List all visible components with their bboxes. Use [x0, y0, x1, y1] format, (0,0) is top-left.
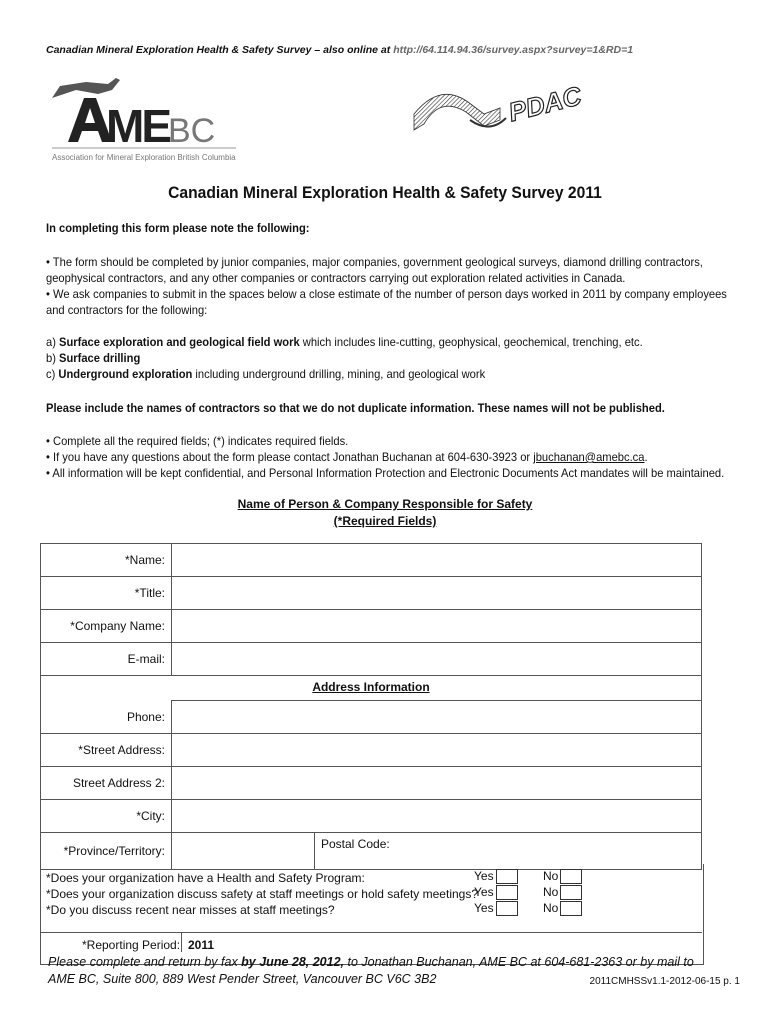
phone-field[interactable] [172, 701, 702, 734]
return-instructions-line2: AME BC, Suite 800, 889 West Pender Street, Vancouver BC V6C 3B2 [48, 972, 437, 986]
instruction-bullets [46, 433, 734, 481]
postal-code-label: Postal Code: [321, 837, 390, 851]
q3-no-option: No [543, 900, 582, 916]
q2-yes-checkbox[interactable] [496, 885, 518, 900]
email-field[interactable] [172, 643, 702, 676]
question-2: *Does your organization discuss safety at staff meetings or hold safety meetings? [46, 887, 479, 901]
category-b: b) Surface drilling [46, 351, 141, 365]
intro-heading: In completing this form please note the following: [46, 221, 310, 235]
name-field[interactable] [172, 544, 702, 577]
form-version: 2011CMHSSv1.1-2012-06-15 p. 1 [589, 976, 740, 987]
contractors-note: Please include the names of contractors so that we do not duplicate information. These names will not be published. [46, 401, 665, 415]
reporting-period-value[interactable]: 2011 [188, 938, 215, 952]
street2-label: Street Address 2: [41, 767, 172, 800]
q3-yes-checkbox[interactable] [496, 901, 518, 916]
email-label: E-mail: [41, 643, 172, 676]
city-label: *City: [41, 800, 172, 833]
q3-no-checkbox[interactable] [560, 901, 582, 916]
contact-form [40, 543, 702, 870]
pdac-logo-text: PDAC [505, 80, 585, 128]
company-label: *Company Name: [41, 610, 172, 643]
intro-bullets [46, 254, 734, 318]
city-field[interactable] [172, 800, 702, 833]
q2-yes-option: Yes [474, 884, 518, 900]
q1-no-checkbox[interactable] [560, 869, 582, 884]
pdac-logo [410, 74, 590, 136]
street2-field[interactable] [172, 767, 702, 800]
reporting-period-label: *Reporting Period: [82, 938, 181, 952]
bullet-confidential: • All information will be kept confidential, and Personal Information Protection and Electronic Documents Act mandates will be maintained. [46, 466, 725, 480]
address-heading: Address Information [41, 676, 702, 701]
question-1: *Does your organization have a Health and Safety Program: [46, 871, 365, 885]
bullet-contact: • If you have any questions about the form please contact Jonathan Buchanan at 604-630-3923 or jbuchanan@amebc.ca. [46, 450, 648, 464]
q3-yes-option: Yes [474, 900, 518, 916]
category-a: a) Surface exploration and geological field work which includes line-cutting, geophysical, geochemical, trenching, etc. [46, 335, 643, 349]
title-label: *Title: [41, 577, 172, 610]
bullet-required: • Complete all the required fields; (*) indicates required fields. [46, 434, 349, 448]
q2-no-checkbox[interactable] [560, 885, 582, 900]
contact-email-link[interactable]: jbuchanan@amebc.ca [533, 450, 645, 464]
ame-tagline: Association for Mineral Exploration British Columbia [52, 153, 236, 162]
survey-online-text: Canadian Mineral Exploration Health & Safety Survey – also online at [46, 44, 394, 56]
q1-yes-checkbox[interactable] [496, 869, 518, 884]
ame-logo-text: ME [106, 100, 169, 152]
q1-yes-option: Yes [474, 868, 518, 884]
section-subheading: (*Required Fields) [333, 514, 437, 528]
reporting-divider [40, 932, 702, 933]
question-3: *Do you discuss recent near misses at staff meetings? [46, 903, 335, 917]
province-label: *Province/Territory: [41, 833, 172, 870]
reporting-cell-divider [181, 932, 182, 952]
section-heading: Name of Person & Company Responsible for Safety [237, 497, 533, 511]
street-label: *Street Address: [41, 734, 172, 767]
street-field[interactable] [172, 734, 702, 767]
page-title: Canadian Mineral Exploration Health & Safety Survey 2011 [168, 183, 602, 202]
category-list [46, 334, 734, 382]
title-field[interactable] [172, 577, 702, 610]
bullet-who-completes: • The form should be completed by junior companies, major companies, government geological surveys, diamond drilling contractors, geophysical contractors, and any other companies or contractors carrying out exploration related activities in Canada. [46, 255, 703, 285]
survey-online-line [46, 44, 633, 56]
phone-label: Phone: [41, 701, 172, 734]
bc-logo-text: BC [168, 112, 216, 150]
q1-no-option: No [543, 868, 582, 884]
company-field[interactable] [172, 610, 702, 643]
q2-no-option: No [543, 884, 582, 900]
name-label: *Name: [41, 544, 172, 577]
category-c: c) Underground exploration including underground drilling, mining, and geological work [46, 367, 486, 381]
survey-url-link[interactable]: http://64.114.94.36/survey.aspx?survey=1&RD=1 [393, 44, 634, 56]
ame-bc-logo [46, 76, 246, 168]
bullet-person-days: • We ask companies to submit in the spaces below a close estimate of the number of person days worked in 2011 by company employees and contractors for the following: [46, 287, 727, 317]
return-instructions-line1: Please complete and return by fax by June 28, 2012, to Jonathan Buchanan, AME BC at 604-681-2363 or by mail to [48, 955, 694, 969]
